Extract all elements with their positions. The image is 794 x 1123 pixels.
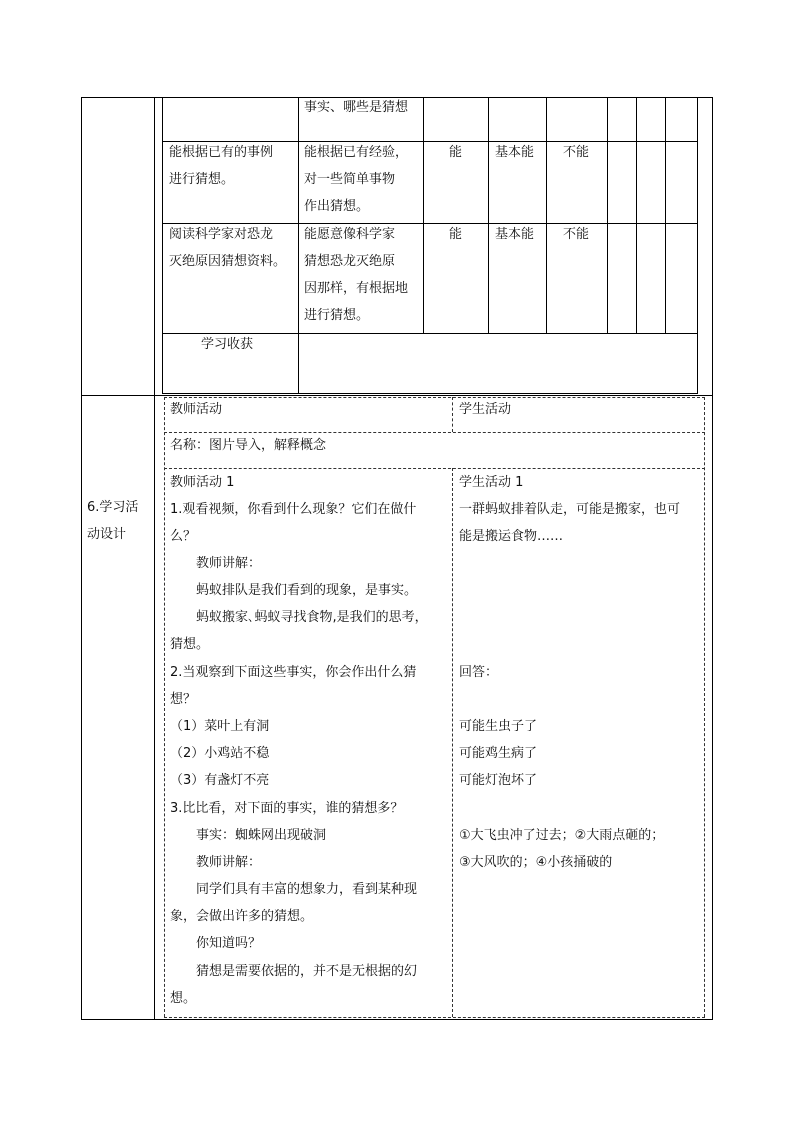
eval-row2-level-basic: 基本能: [495, 227, 535, 242]
section6-label-line2: 动设计: [87, 527, 127, 542]
eval-col-line-1: [298, 97, 299, 394]
teacher-line: 教师讲解：: [170, 855, 262, 870]
eval-col-line-3: [488, 97, 489, 334]
student-line: ①大飞虫冲了过去；②大雨点砸的；: [459, 828, 665, 843]
student-line: 可能灯泡坏了: [459, 773, 538, 788]
teacher-line: 教师讲解：: [170, 556, 262, 571]
teacher-line: 蚂蚁搬家､蚂蚁寻找食物,是我们的思考，: [170, 610, 428, 625]
teacher-line: （1）菜叶上有洞: [170, 719, 270, 734]
outer-column-divider: [154, 97, 155, 1020]
eval-row0-content: 事实、哪些是猜想: [304, 100, 409, 115]
eval-row1-content-line3: 作出猜想。: [304, 199, 370, 214]
activity-left-border: [164, 397, 165, 1017]
eval-row1-content-line2: 对一些简单事物: [304, 172, 396, 187]
teacher-line: 2.当观察到下面这些事实，你会作出什么猜: [170, 665, 417, 680]
eval-row2-content-line3: 因那样，有根据地: [304, 281, 409, 296]
student-line: 回答：: [459, 665, 499, 680]
eval-row1-level-can: 能: [449, 145, 463, 160]
activity-name-line: [164, 468, 705, 469]
header-student: 学生活动: [459, 402, 512, 417]
activity-bottom-border: [164, 1017, 705, 1018]
eval-row2-goal-line1: 阅读科学家对恐龙: [169, 227, 274, 242]
eval-row2-content-line2: 猜想恐龙灭绝原: [304, 254, 396, 269]
student-line: 一群蚂蚁排着队走，可能是搬家，也可: [459, 502, 681, 517]
teacher-line: 么？: [170, 529, 197, 544]
teacher-line: 蚂蚁排队是我们看到的现象，是事实。: [170, 583, 418, 598]
eval-row1-content-line1: 能根据已有经验，: [304, 145, 409, 160]
eval-row2-level-cannot: 不能: [563, 227, 590, 242]
teacher-line: 3.比比看，对下面的事实，谁的猜想多？: [170, 801, 404, 816]
eval-bottom-border: [162, 393, 698, 394]
outer-left-border: [81, 97, 82, 1020]
eval-row2-content-line4: 进行猜想。: [304, 308, 370, 323]
activity-right-border: [704, 397, 705, 1017]
activity-name: 名称：图片导入，解释概念: [170, 438, 327, 453]
teacher-line: 1.观看视频，你看到什么现象？它们在做什: [170, 502, 417, 517]
eval-col-line-6: [636, 97, 637, 334]
eval-col-line-4: [546, 97, 547, 334]
student-activity-title: 学生活动 1: [459, 475, 524, 490]
student-line: 可能鸡生病了: [459, 746, 538, 761]
teacher-line: 你知道吗？: [170, 936, 262, 951]
student-line: 可能生虫子了: [459, 719, 538, 734]
eval-row1-level-cannot: 不能: [563, 145, 590, 160]
eval-col-line-2: [423, 97, 424, 334]
activity-top-border: [164, 397, 705, 398]
outer-bottom-border: [81, 1019, 713, 1020]
eval-col-line-7: [665, 97, 666, 334]
teacher-line: 猜想是需要依据的，并不是无根据的幻: [170, 964, 418, 979]
student-line: 能是搬运食物……: [459, 529, 564, 544]
eval-row1-goal-line2: 进行猜想。: [169, 172, 235, 187]
eval-row2-level-can: 能: [449, 227, 463, 242]
teacher-line: 同学们具有丰富的想象力，看到某种现: [170, 882, 418, 897]
teacher-line: 想？: [170, 692, 197, 707]
teacher-line: 想。: [170, 991, 197, 1006]
teacher-line: 猜想。: [170, 637, 210, 652]
teacher-line: （2）小鸡站不稳: [170, 746, 270, 761]
eval-row2-content-line1: 能愿意像科学家: [304, 227, 396, 242]
activity-divider-main: [452, 468, 453, 1017]
teacher-line: （3）有盏灯不亮: [170, 773, 270, 788]
harvest-label: 学习收获: [201, 337, 254, 352]
student-line: ③大风吹的；④小孩捅破的: [459, 855, 613, 870]
activity-divider-top: [452, 397, 453, 432]
outer-right-border: [712, 97, 713, 1020]
eval-row2-goal-line2: 灭绝原因猜想资料。: [169, 254, 287, 269]
teacher-line: 事实：蜘蛛网出现破洞: [170, 828, 327, 843]
header-teacher: 教师活动: [170, 402, 223, 417]
teacher-line: 象，会做出许多的猜想。: [170, 909, 314, 924]
eval-row1-level-basic: 基本能: [495, 145, 535, 160]
section6-label-line1: 6.学习活: [87, 500, 139, 515]
eval-row1-goal-line1: 能根据已有的事例: [169, 145, 274, 160]
teacher-activity-title: 教师活动 1: [170, 475, 235, 490]
eval-col-line-5: [607, 97, 608, 334]
